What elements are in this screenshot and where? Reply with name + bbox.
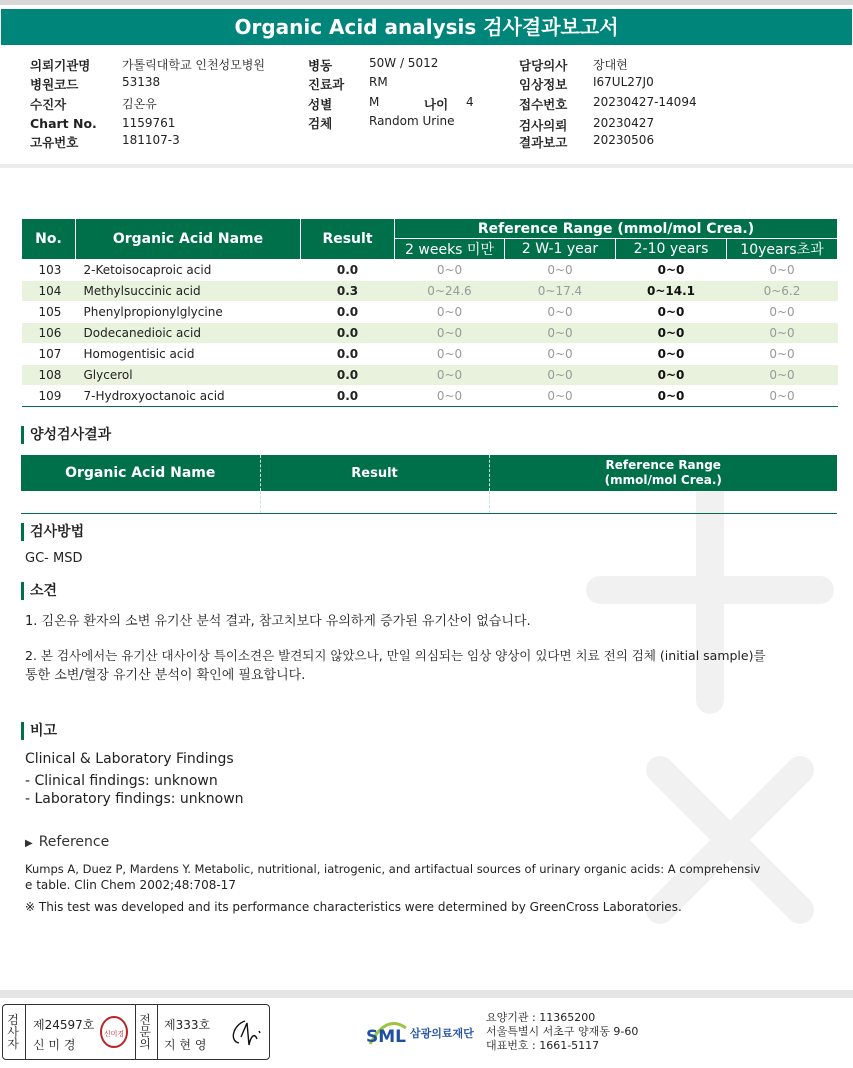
value-unique-no: 181107-3 <box>122 133 180 147</box>
table-row <box>21 491 837 514</box>
cell-range-1: 0~0 <box>395 344 505 365</box>
method-heading: 검사방법 <box>21 523 84 541</box>
empty-cell <box>489 491 837 514</box>
signer1-name: 신 미 경 <box>33 1038 76 1052</box>
seal-stamp-text: 신미경 <box>103 1030 125 1038</box>
reference-heading-label: Reference <box>38 834 110 850</box>
value-chart-no: 1159761 <box>122 116 176 130</box>
table-row <box>22 260 838 281</box>
signer2-role <box>139 1014 153 1050</box>
positive-table <box>21 455 837 514</box>
header-divider <box>0 164 853 168</box>
label-unique-no: 고유번호 <box>30 135 79 150</box>
reference-note: ※ This test was developed and its performance characteristics were determined by GreenCross Laboratories. <box>25 900 682 914</box>
remarks-line-2: - Clinical findings: unknown <box>25 773 218 789</box>
value-age: 4 <box>466 95 474 109</box>
divider <box>25 1005 26 1059</box>
cell-range-3: 0~14.1 <box>616 281 727 302</box>
table-row <box>22 386 838 407</box>
value-institution: 가톨릭대학교 인천성모병원 <box>122 58 265 72</box>
cell-range-3: 0~0 <box>616 260 727 281</box>
signer2-license: 제333호 <box>164 1018 211 1032</box>
cell-no: 107 <box>22 344 76 365</box>
cell-name: 2-Ketoisocaproic acid <box>76 260 301 281</box>
value-specimen: Random Urine <box>369 114 455 128</box>
cell-range-1: 0~0 <box>395 323 505 344</box>
cell-result: 0.3 <box>301 281 395 302</box>
cell-name: 7-Hydroxyoctanoic acid <box>76 386 301 407</box>
signer2-role-text: 전문의 <box>139 1013 151 1051</box>
cell-range-3: 0~0 <box>616 323 727 344</box>
cell-no: 103 <box>22 260 76 281</box>
findings-heading: 소견 <box>21 582 57 600</box>
triangle-right-icon: ▶ <box>25 838 33 849</box>
cell-result: 0.0 <box>301 344 395 365</box>
table-row <box>22 365 838 386</box>
seal-stamp-icon <box>99 1015 129 1049</box>
empty-cell <box>260 491 489 514</box>
value-doctor: 장대현 <box>593 58 628 72</box>
report-title: Organic Acid analysis 검사결과보고서 <box>1 9 852 45</box>
label-department: 진료과 <box>308 77 345 92</box>
header-no: No. <box>22 219 76 260</box>
label-ward: 병동 <box>308 58 333 73</box>
cell-range-2: 0~17.4 <box>505 281 616 302</box>
cell-name: Homogentisic acid <box>76 344 301 365</box>
positive-header-reference <box>489 455 837 491</box>
cell-result: 0.0 <box>301 302 395 323</box>
cell-result: 0.0 <box>301 323 395 344</box>
remarks-line-1: Clinical & Laboratory Findings <box>25 751 234 767</box>
value-clinical-info: I67UL27J0 <box>593 75 654 89</box>
cell-result: 0.0 <box>301 260 395 281</box>
cell-range-3: 0~0 <box>616 365 727 386</box>
label-age: 나이 <box>424 97 449 112</box>
cell-range-4: 0~0 <box>727 323 838 344</box>
cell-name: Glycerol <box>76 365 301 386</box>
table-row <box>22 302 838 323</box>
cell-result: 0.0 <box>301 386 395 407</box>
reference-line-2: e table. Clin Chem 2002;48:708-17 <box>25 878 236 892</box>
table-row <box>22 281 838 302</box>
top-border <box>0 0 853 5</box>
header-range-4: 10years초과 <box>727 239 838 260</box>
org-address: 서울특별시 서초구 양재동 9-60 <box>486 1025 639 1038</box>
reference-heading <box>25 834 109 850</box>
org-info <box>486 1011 638 1053</box>
positive-header-result: Result <box>260 455 489 491</box>
cell-range-1: 0~0 <box>395 302 505 323</box>
sml-org-name: 삼광의료재단 <box>410 1027 474 1040</box>
method-text: GC- MSD <box>25 551 83 566</box>
value-request-date: 20230427 <box>593 116 655 130</box>
cell-range-2: 0~0 <box>505 365 616 386</box>
signer2-name: 지 현 영 <box>164 1038 207 1052</box>
cell-range-2: 0~0 <box>505 302 616 323</box>
label-receipt-no: 접수번호 <box>519 97 568 112</box>
value-sex: M <box>369 95 380 109</box>
positive-heading: 양성검사결과 <box>21 426 111 444</box>
cell-no: 106 <box>22 323 76 344</box>
table-row <box>22 323 838 344</box>
label-specimen: 검체 <box>308 116 333 131</box>
cell-range-2: 0~0 <box>505 344 616 365</box>
cell-range-4: 0~0 <box>727 344 838 365</box>
label-report-date: 결과보고 <box>519 135 568 150</box>
signature-icon <box>225 1015 265 1051</box>
cell-range-4: 0~0 <box>727 365 838 386</box>
value-patient: 김온유 <box>122 97 157 111</box>
cell-range-2: 0~0 <box>505 260 616 281</box>
cell-name: Methylsuccinic acid <box>76 281 301 302</box>
positive-header-reference-line1: Reference Range <box>605 458 721 472</box>
label-hospital-code: 병원코드 <box>30 77 79 92</box>
results-table <box>21 218 838 407</box>
header-range-1: 2 weeks 미만 <box>395 239 505 260</box>
watermark-cross-icon <box>560 440 853 1060</box>
signer1-role <box>7 1014 21 1050</box>
divider <box>157 1005 158 1059</box>
header-name: Organic Acid Name <box>76 219 301 260</box>
signature-box <box>2 1004 270 1060</box>
header-range-3: 2-10 years <box>616 239 727 260</box>
value-hospital-code: 53138 <box>122 75 161 89</box>
footer-divider <box>0 990 853 998</box>
findings-paragraph-2-line-1: 2. 본 검사에서는 유기산 대사이상 특이소견은 발견되지 않았으나, 만일 의심되는 임상 양상이 있다면 치료 전의 검체 (initial sample)를 <box>25 648 766 663</box>
label-chart-no: Chart No. <box>30 116 97 131</box>
cell-range-4: 0~6.2 <box>727 281 838 302</box>
findings-paragraph-1: 1. 김온유 환자의 소변 유기산 분석 결과, 참고치보다 유의하게 증가된 유기산이 없습니다. <box>25 614 531 629</box>
value-report-date: 20230506 <box>593 133 655 147</box>
value-ward: 50W / 5012 <box>369 56 439 70</box>
findings-paragraph-2-line-2: 통한 소변/혈장 유기산 분석이 확인에 필요합니다. <box>25 668 306 683</box>
positive-header-name: Organic Acid Name <box>21 455 260 491</box>
sml-logo-icon <box>366 1014 478 1050</box>
cell-range-4: 0~0 <box>727 386 838 407</box>
cell-no: 108 <box>22 365 76 386</box>
cell-range-4: 0~0 <box>727 260 838 281</box>
org-code: 요양기관 : 11365200 <box>486 1011 596 1024</box>
empty-cell <box>21 491 260 514</box>
cell-range-3: 0~0 <box>616 302 727 323</box>
signer1-role-text: 검사자 <box>7 1013 19 1051</box>
cell-range-2: 0~0 <box>505 323 616 344</box>
cell-result: 0.0 <box>301 365 395 386</box>
cell-range-2: 0~0 <box>505 386 616 407</box>
cell-no: 109 <box>22 386 76 407</box>
value-receipt-no: 20230427-14094 <box>593 95 697 109</box>
cell-range-3: 0~0 <box>616 386 727 407</box>
divider <box>135 1005 136 1059</box>
cell-name: Dodecanedioic acid <box>76 323 301 344</box>
signer1-license: 제24597호 <box>33 1018 95 1032</box>
label-doctor: 담당의사 <box>519 58 568 73</box>
header-result: Result <box>301 219 395 260</box>
label-request-date: 검사의뢰 <box>519 118 568 133</box>
label-patient: 수진자 <box>30 97 67 112</box>
label-sex: 성별 <box>308 97 333 112</box>
value-department: RM <box>369 75 388 89</box>
cell-range-1: 0~0 <box>395 260 505 281</box>
cell-range-4: 0~0 <box>727 302 838 323</box>
table-row <box>22 344 838 365</box>
cell-no: 104 <box>22 281 76 302</box>
header-range-2: 2 W-1 year <box>505 239 616 260</box>
cell-range-1: 0~0 <box>395 386 505 407</box>
cell-range-3: 0~0 <box>616 344 727 365</box>
cell-range-1: 0~0 <box>395 365 505 386</box>
label-clinical-info: 임상정보 <box>519 77 568 92</box>
remarks-heading: 비고 <box>21 722 57 740</box>
positive-header-reference-line2: (mmol/mol Crea.) <box>604 473 722 487</box>
org-phone: 대표번호 : 1661-5117 <box>486 1039 600 1052</box>
cell-name: Phenylpropionylglycine <box>76 302 301 323</box>
label-institution: 의뢰기관명 <box>30 58 91 73</box>
header-reference: Reference Range (mmol/mol Crea.) <box>395 219 838 239</box>
cell-no: 105 <box>22 302 76 323</box>
sml-logo <box>366 1014 478 1054</box>
sml-logo-text: SML <box>366 1027 406 1047</box>
cell-range-1: 0~24.6 <box>395 281 505 302</box>
remarks-line-3: - Laboratory findings: unknown <box>25 791 244 807</box>
reference-line-1: Kumps A, Duez P, Mardens Y. Metabolic, nutritional, iatrogenic, and artifactual sources of urinary organic acids: A comprehensiv <box>25 862 761 876</box>
